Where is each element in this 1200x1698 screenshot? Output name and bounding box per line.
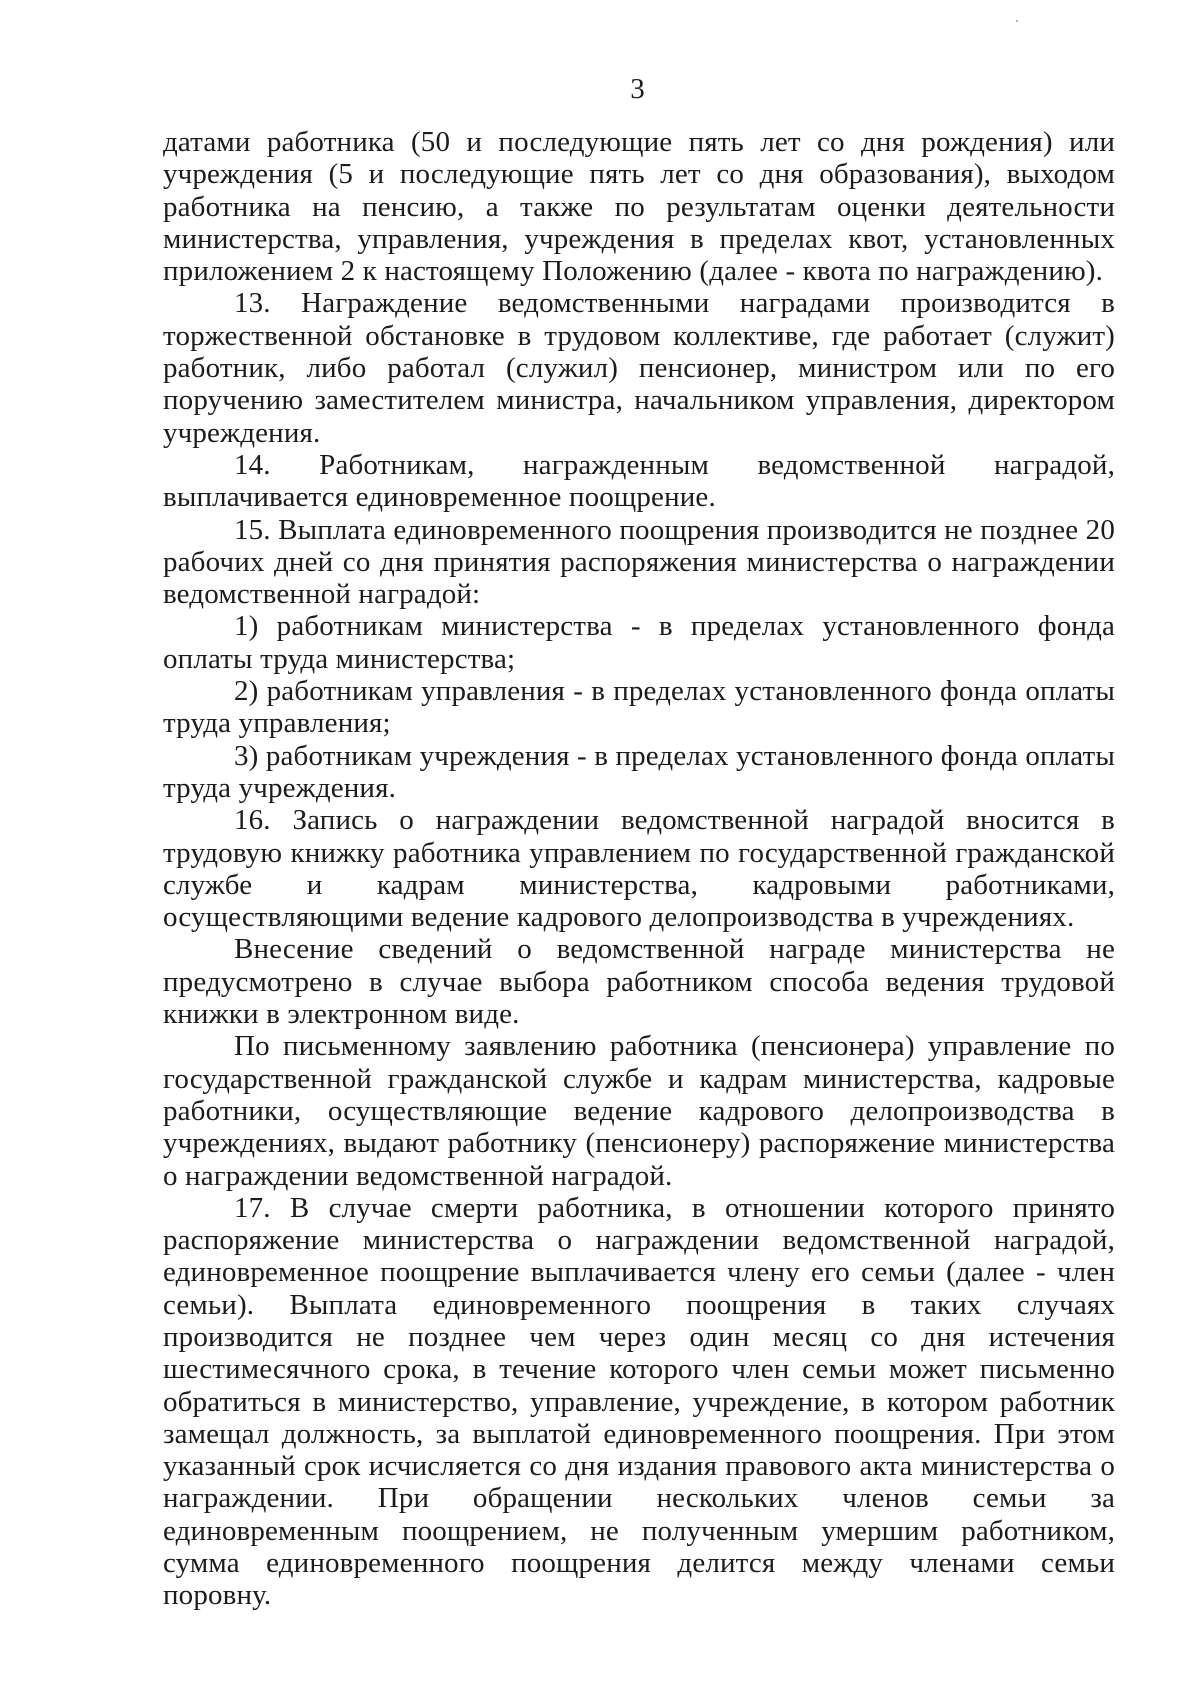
paragraph-item-17: 17. В случае смерти работника, в отношении которого принято распоряжение министерства о награждении ведомственной наградой, единовременное поощрение выплачивается члену его семьи (далее - член семьи). Выплата единовременного поощрения в таких случаях производится не позднее чем через один месяц со дня истечения шестимесячного срока, в течение которого член семьи может письменно обратиться в министерство, управление, учреждение, в котором работник замещал должность, за выплатой единовременного поощрения. При этом указанный срок исчисляется со дня издания правового акта министерства о награждении. При обращении нескольких членов семьи за единовременным поощрением, не полученным умершим работником, сумма единовременного поощрения делится между членами семьи поровну. [163, 1191, 1115, 1612]
document-body [163, 126, 1115, 1612]
paragraph-item-14: 14. Работникам, награжденным ведомственной наградой, выплачивается единовременное поощрение. [163, 448, 1115, 514]
paragraph-item-16-application: По письменному заявлению работника (пенсионера) управление по государственной гражданской службе и кадрам министерства, кадровые работники, осуществляющие ведение кадрового делопроизводства в учреждениях, выдают работнику (пенсионеру) распоряжение министерства о награждении ведомственной наградой. [163, 1030, 1115, 1192]
scan-speck [1016, 20, 1018, 22]
paragraph-item-13: 13. Награждение ведомственными наградами производится в торжественной обстановке в трудовом коллективе, где работает (служит) работник, либо работал (служил) пенсионер, министром или по его поручению заместителем министра, начальником управления, директором учреждения. [163, 287, 1115, 449]
paragraph-item-16-electronic: Внесение сведений о ведомственной награде министерства не предусмотрено в случае выбора работником способа ведения трудовой книжки в электронном виде. [163, 933, 1115, 1031]
paragraph-item-15: 15. Выплата единовременного поощрения производится не позднее 20 рабочих дней со дня принятия распоряжения министерства о награждении ведомственной наградой: [163, 513, 1115, 611]
paragraph-subitem-1: 1) работникам министерства - в пределах установленного фонда оплаты труда министерства; [163, 610, 1115, 675]
page-number: 3 [630, 73, 645, 105]
paragraph-item-16: 16. Запись о награждении ведомственной наградой вносится в трудовую книжку работника управлением по государственной гражданской службе и кадрам министерства, кадровыми работниками, осуществляющими ведение кадрового делопроизводства в учреждениях. [163, 804, 1115, 934]
paragraph-continuation: датами работника (50 и последующие пять лет со дня рождения) или учреждения (5 и последующие пять лет со дня образования), выходом работника на пенсию, а также по результатам оценки деятельности министерства, управления, учреждения в пределах квот, установленных приложением 2 к настоящему Положению (далее - квота по награждению). [163, 126, 1115, 288]
paragraph-subitem-3: 3) работникам учреждения - в пределах установленного фонда оплаты труда учреждения. [163, 739, 1115, 804]
paragraph-subitem-2: 2) работникам управления - в пределах установленного фонда оплаты труда управления; [163, 675, 1115, 740]
